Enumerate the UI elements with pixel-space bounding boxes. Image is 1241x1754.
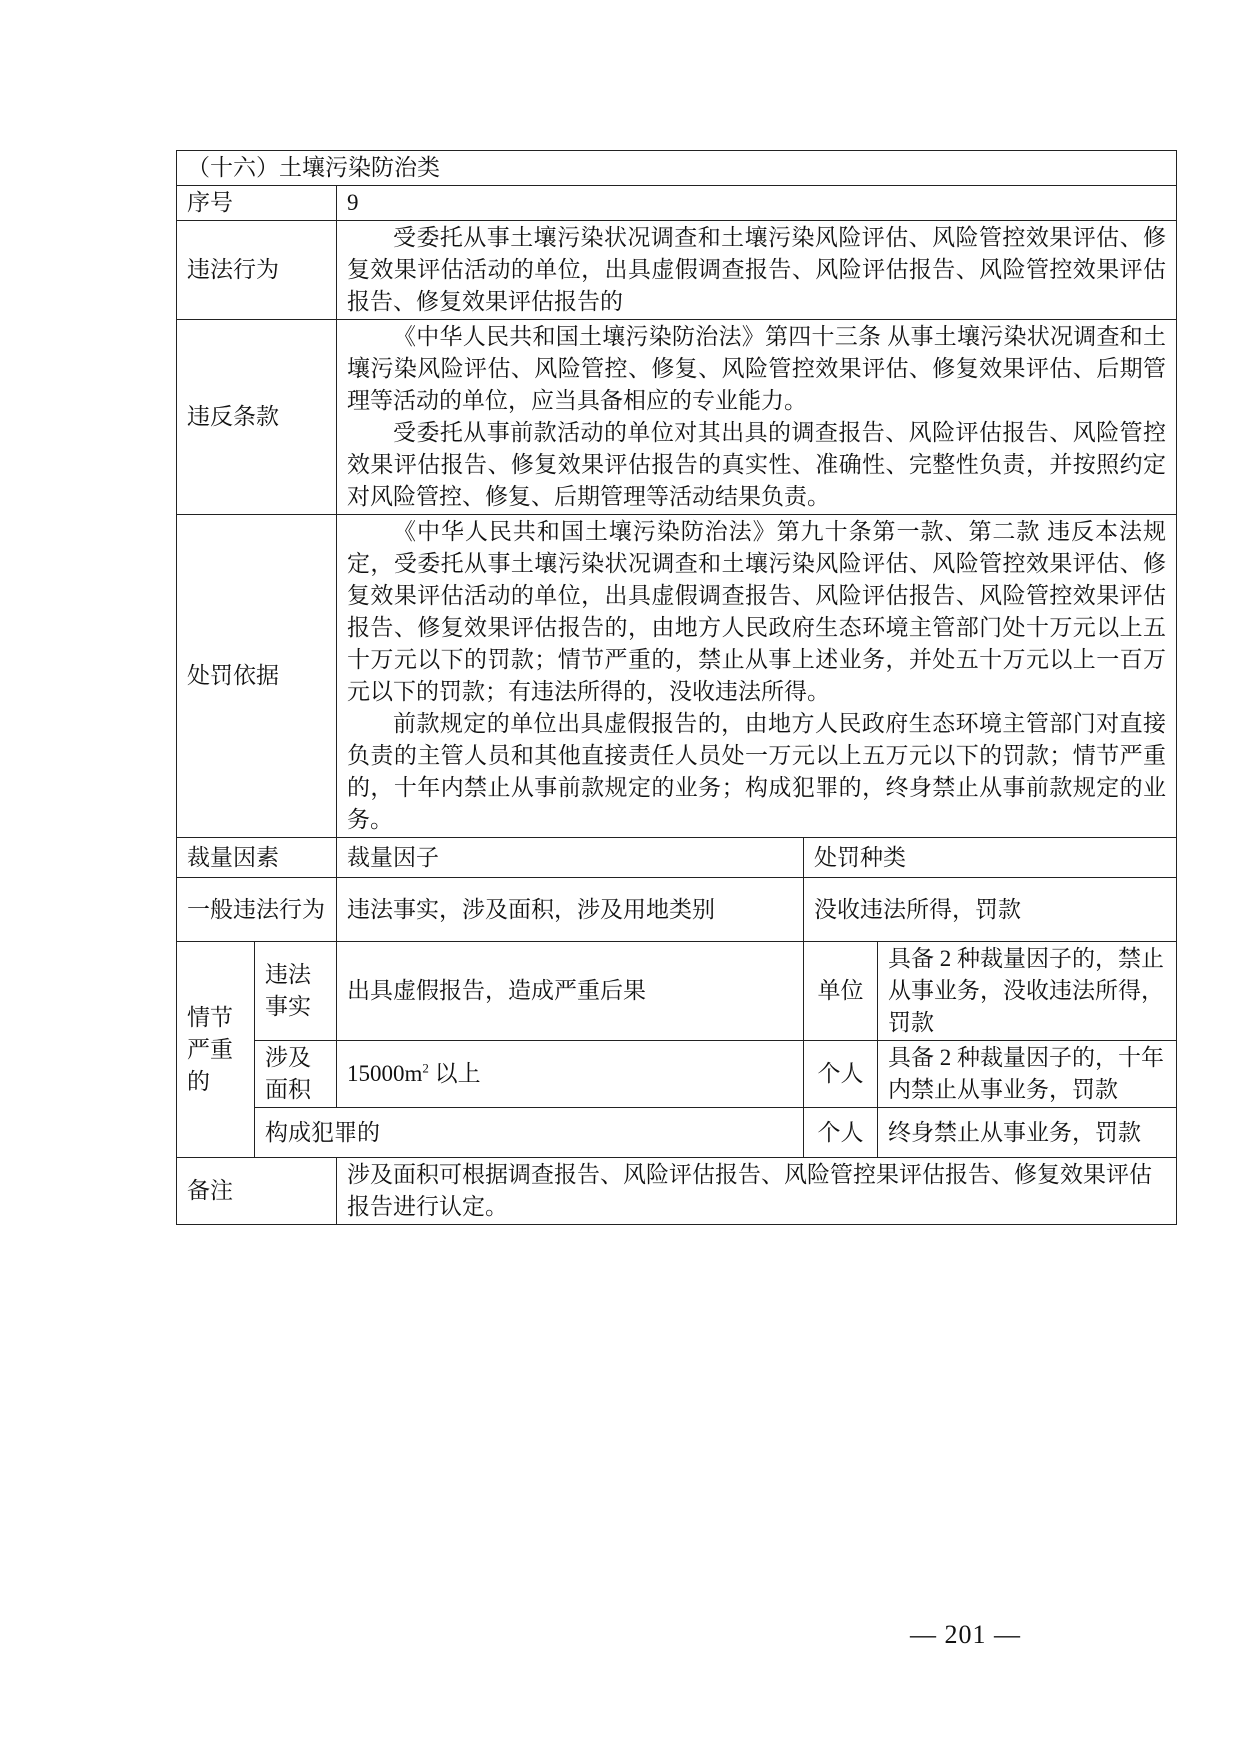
- area-qualifier: 以上: [428, 1061, 481, 1086]
- serious-label: 情节严重的: [177, 942, 255, 1158]
- serious-row-crime: [177, 1108, 1177, 1158]
- area-value: 15000m: [347, 1061, 423, 1086]
- serious-area-label: 涉及面积: [255, 1041, 337, 1108]
- discretion-header-row: [177, 838, 1177, 878]
- violated-provisions-paragraph-1: 《中华人民共和国土壤污染防治法》第四十三条 从事土壤污染状况调查和土壤污染风险评估、风险管控、修复、风险管控效果评估、修复效果评估、后期管理等活动的单位，应当具备相应的专业能力。: [347, 324, 1167, 413]
- row-number-label: 序号: [177, 186, 337, 221]
- serious-crime-label: 构成犯罪的: [255, 1108, 804, 1158]
- violation-row: [177, 221, 1177, 320]
- violation-label: 违法行为: [177, 221, 337, 320]
- serious-facts-subject: 单位: [804, 942, 878, 1041]
- serious-row-facts: [177, 942, 1177, 1041]
- general-violation-penalty: 没收违法所得，罚款: [804, 878, 1177, 942]
- violated-provisions-label: 违反条款: [177, 320, 337, 515]
- section-title-row: [177, 151, 1177, 186]
- serious-crime-subject: 个人: [804, 1108, 878, 1158]
- violation-text: 受委托从事土壤污染状况调查和土壤污染风险评估、风险管控效果评估、修复效果评估活动的单位，出具虚假调查报告、风险评估报告、风险管控效果评估报告、修复效果评估报告的: [347, 225, 1167, 314]
- serious-area-subject: 个人: [804, 1041, 878, 1108]
- serious-facts-label: 违法事实: [255, 942, 337, 1041]
- general-violation-label: 一般违法行为: [177, 878, 337, 942]
- penalty-discretion-table: [176, 150, 1177, 1225]
- serious-crime-penalty: 终身禁止从事业务，罚款: [878, 1108, 1177, 1158]
- row-number-value: 9: [337, 186, 1177, 221]
- remarks-label: 备注: [177, 1158, 337, 1225]
- area-unit-exponent: 2: [422, 1060, 429, 1076]
- violated-provisions-paragraph-2: 受委托从事前款活动的单位对其出具的调查报告、风险评估报告、风险管控效果评估报告、修复效果评估报告的真实性、准确性、完整性负责，并按照约定对风险管控、修复、后期管理等活动结果负责。: [347, 420, 1167, 509]
- remarks-row: [177, 1158, 1177, 1225]
- serious-area-factor: [337, 1041, 804, 1108]
- serious-facts-penalty: 具备 2 种裁量因子的，禁止从事业务，没收违法所得，罚款: [878, 942, 1177, 1041]
- penalty-types-header: 处罚种类: [804, 838, 1177, 878]
- general-violation-factors: 违法事实，涉及面积，涉及用地类别: [337, 878, 804, 942]
- penalty-basis-paragraph-2: 前款规定的单位出具虚假报告的，由地方人民政府生态环境主管部门对直接负责的主管人员和其他直接责任人员处一万元以上五万元以下的罚款；情节严重的，十年内禁止从事前款规定的业务；构成犯罪的，终身禁止从事前款规定的业务。: [347, 711, 1167, 832]
- penalty-basis-row: [177, 515, 1177, 838]
- discretion-factors-header: 裁量因素: [177, 838, 337, 878]
- penalty-basis-paragraph-1: 《中华人民共和国土壤污染防治法》第九十条第一款、第二款 违反本法规定，受委托从事土壤污染状况调查和土壤污染风险评估、风险管控效果评估、修复效果评估活动的单位，出具虚假调查报告、风险评估报告、风险管控效果评估报告、修复效果评估报告的，由地方人民政府生态环境主管部门处十万元以上五十万元以下的罚款；情节严重的，禁止从事上述业务，并处五十万元以上一百万元以下的罚款；有违法所得的，没收违法所得。: [347, 519, 1167, 704]
- serious-facts-factor: 出具虚假报告，造成严重后果: [337, 942, 804, 1041]
- serious-row-area: [177, 1041, 1177, 1108]
- general-violation-row: [177, 878, 1177, 942]
- violated-provisions-row: [177, 320, 1177, 515]
- serious-area-penalty: 具备 2 种裁量因子的，十年内禁止从事业务，罚款: [878, 1041, 1177, 1108]
- page-number: — 201 —: [910, 1620, 1021, 1649]
- penalty-basis-label: 处罚依据: [177, 515, 337, 838]
- row-number-row: [177, 186, 1177, 221]
- section-title: （十六）土壤污染防治类: [177, 151, 1177, 186]
- remarks-text: 涉及面积可根据调查报告、风险评估报告、风险管控果评估报告、修复效果评估报告进行认定。: [337, 1158, 1177, 1225]
- discretion-factor-items-header: 裁量因子: [337, 838, 804, 878]
